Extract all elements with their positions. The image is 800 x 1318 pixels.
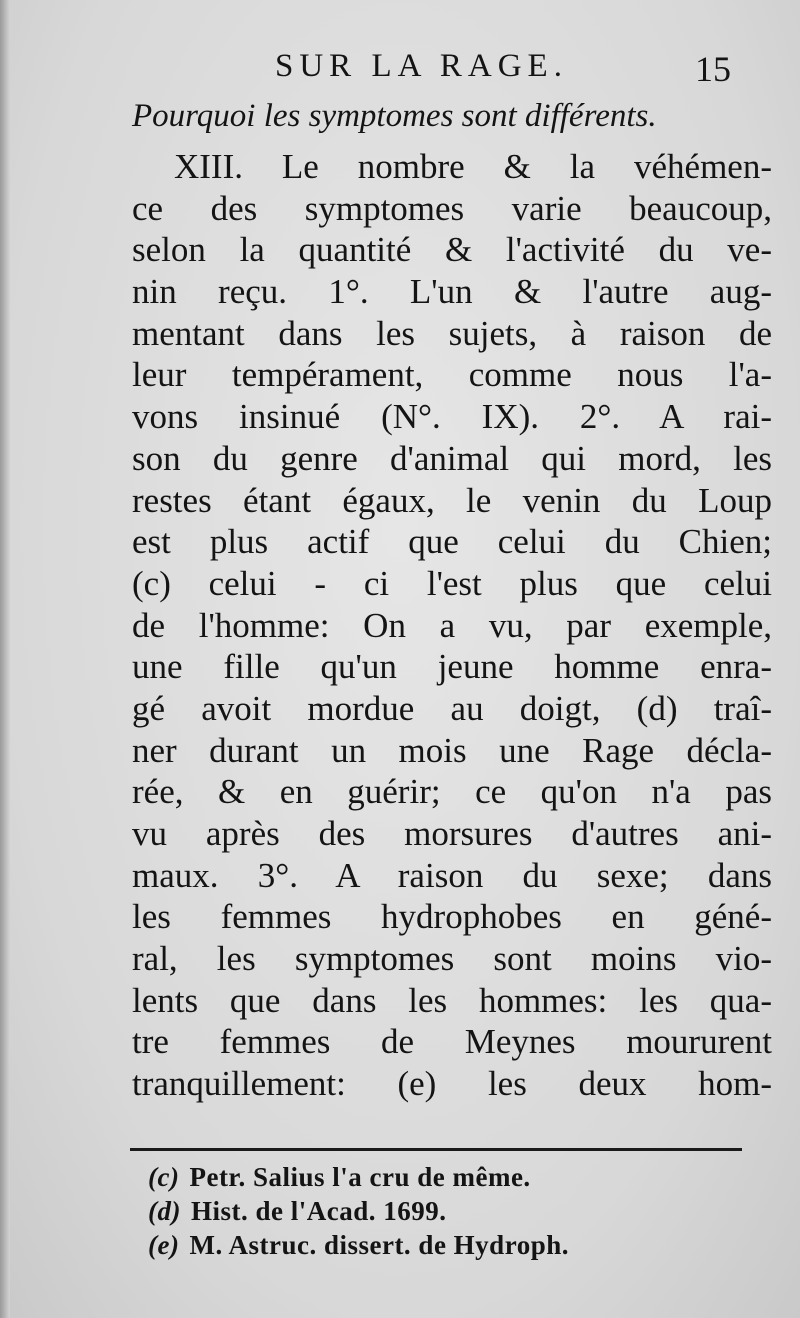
footnote-text: Petr. Salius l'a cru de même. xyxy=(189,1162,531,1192)
page-gutter-shadow xyxy=(0,0,10,1318)
body-line: gé avoit mordue au doigt, (d) traî- xyxy=(132,688,772,728)
body-text xyxy=(132,146,772,1105)
footnote xyxy=(148,1228,748,1262)
footnote-rule xyxy=(130,1148,742,1151)
body-line: restes étant égaux, le venin du Loup xyxy=(132,480,772,520)
body-line: les femmes hydrophobes en géné- xyxy=(132,897,772,937)
footnote-marker: (c) xyxy=(148,1162,180,1192)
footnote xyxy=(148,1194,748,1228)
body-line: est plus actif que celui du Chien; xyxy=(132,522,772,562)
footnote-marker: (d) xyxy=(148,1196,181,1226)
page-number: 15 xyxy=(695,49,731,89)
body-line: tre femmes de Meynes moururent xyxy=(132,1022,772,1062)
body-line: ce des symptomes varie beaucoup, xyxy=(132,188,772,228)
body-line: leur tempérament, comme nous l'a- xyxy=(132,355,772,395)
footnote-marker: (e) xyxy=(148,1230,180,1260)
body-line: rée, & en guérir; ce qu'on n'a pas xyxy=(132,772,772,812)
body-line: vu après des morsures d'autres ani- xyxy=(132,814,772,853)
footnote-text: Hist. de l'Acad. 1699. xyxy=(190,1196,447,1226)
body-line: maux. 3°. A raison du sexe; dans xyxy=(132,855,772,895)
section-heading: Pourquoi les symptomes sont différents. xyxy=(132,98,657,134)
running-head xyxy=(255,48,755,88)
body-line: nin reçu. 1°. L'un & l'autre aug- xyxy=(132,272,772,312)
body-line: tranquillement: (e) les deux hom- xyxy=(132,1064,772,1104)
body-line: de l'homme: On a vu, par exemple, xyxy=(132,605,772,645)
body-line: mentant dans les sujets, à raison de xyxy=(132,313,772,353)
body-line: XIII. Le nombre & la véhémen- xyxy=(174,147,772,186)
body-line: vons insinué (N°. IX). 2°. A rai- xyxy=(132,397,772,437)
body-line: lents que dans les hommes: les qua- xyxy=(132,980,772,1020)
body-line: ner durant un mois une Rage décla- xyxy=(132,730,772,770)
body-line: (c) celui - ci l'est plus que celui xyxy=(132,563,772,603)
body-line: une fille qu'un jeune homme enra- xyxy=(132,647,772,687)
body-line: selon la quantité & l'activité du ve- xyxy=(132,230,772,270)
footnote-text: M. Astruc. dissert. de Hydroph. xyxy=(189,1230,569,1260)
footnote xyxy=(148,1160,748,1194)
body-line: ral, les symptomes sont moins vio- xyxy=(132,939,772,979)
footnotes xyxy=(148,1160,748,1262)
body-line: son du genre d'animal qui mord, les xyxy=(132,438,772,478)
running-title: SUR LA RAGE. xyxy=(275,48,568,84)
